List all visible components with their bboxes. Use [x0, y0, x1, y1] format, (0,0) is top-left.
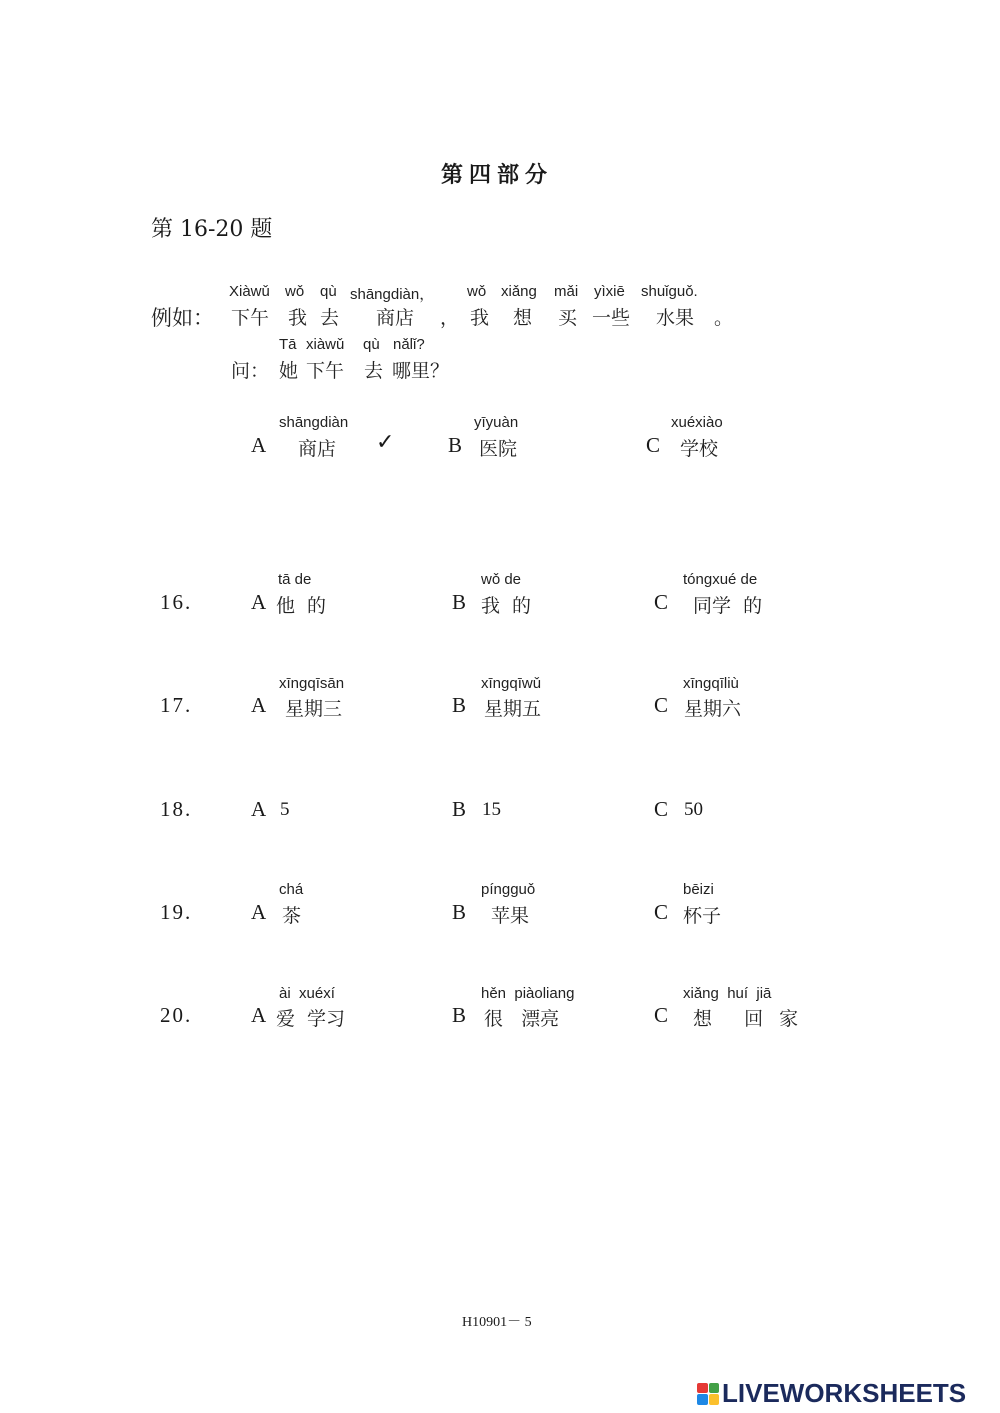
q18-option-c-text: 50	[684, 799, 703, 820]
q17-option-a-text: 星期三	[285, 698, 343, 720]
page-code: H10901－ 5	[462, 1315, 532, 1330]
q20-option-a-pinyin: ài xuéxí	[279, 985, 335, 1002]
example-word-8: 买	[558, 307, 578, 329]
example-pinyin-6: wǒ	[467, 283, 487, 300]
q16-option-b-pinyin: wǒ de	[481, 571, 522, 588]
q16-option-c-letter[interactable]: C	[654, 590, 669, 614]
q17-option-c-pinyin: xīngqīliù	[683, 675, 739, 692]
example-word-6: 我	[470, 307, 490, 329]
q17-option-b-text: 星期五	[484, 698, 542, 720]
example-word-1: 下午	[231, 307, 270, 329]
q18-option-b-letter[interactable]: B	[452, 797, 467, 821]
q19-option-a-pinyin: chá	[279, 881, 304, 898]
q18-option-c-letter[interactable]: C	[654, 797, 669, 821]
logo-mark-icon	[697, 1383, 719, 1405]
q19-option-c-pinyin: bēizi	[683, 881, 714, 898]
q17-option-b-pinyin: xīngqīwǔ	[481, 675, 542, 692]
check-mark-icon: ✓	[376, 430, 395, 455]
q20-option-a-text: 爱 学习	[276, 1008, 346, 1030]
example-word-11: 。	[714, 307, 734, 329]
example-word-5: ，	[440, 307, 460, 329]
liveworksheets-logo[interactable]	[697, 1378, 966, 1409]
question-pinyin-2: xiàwǔ	[306, 336, 345, 353]
q17-option-c-text: 星期六	[684, 698, 742, 720]
q16-option-b-letter[interactable]: B	[452, 590, 467, 614]
q16-option-b-text: 我 的	[481, 595, 532, 617]
example-word-4: 商店	[376, 307, 415, 329]
example-option-a-text: 商店	[298, 438, 337, 460]
question-number-16: 16.	[160, 590, 193, 614]
q17-option-b-letter[interactable]: B	[452, 693, 467, 717]
example-option-c-pinyin: xuéxiào	[671, 414, 723, 431]
question-label: 问：	[231, 360, 270, 382]
q19-option-c-letter[interactable]: C	[654, 900, 669, 924]
q20-option-c-text: 想 回 家	[693, 1008, 799, 1030]
example-option-a-letter: A	[251, 433, 267, 457]
q18-option-b-text: 15	[482, 799, 501, 820]
example-pinyin-10: shuǐguǒ.	[641, 283, 698, 300]
question-number-20: 20.	[160, 1003, 193, 1027]
q20-option-c-pinyin: xiǎng huí jiā	[683, 985, 772, 1002]
page-title: 第四部分	[441, 162, 554, 188]
example-pinyin-4: shāngdiàn，	[350, 286, 435, 303]
example-word-7: 想	[513, 307, 533, 329]
question-word-2: 下午	[306, 360, 345, 382]
section-subtitle: 第 16-20 题	[151, 217, 273, 242]
q16-option-c-text: 同学 的	[693, 595, 763, 617]
q18-option-a-text: 5	[280, 799, 290, 820]
q19-option-c-text: 杯子	[683, 905, 722, 927]
q17-option-a-pinyin: xīngqīsān	[279, 675, 345, 692]
question-pinyin-4: nǎlǐ?	[393, 336, 425, 353]
question-word-4: 哪里？	[392, 360, 450, 382]
q16-option-a-text: 他 的	[276, 595, 327, 617]
q20-option-c-letter[interactable]: C	[654, 1003, 669, 1027]
question-pinyin-1: Tā	[279, 336, 297, 353]
q16-option-a-letter[interactable]: A	[251, 590, 267, 614]
q19-option-b-text: 苹果	[491, 905, 530, 927]
question-number-18: 18.	[160, 797, 193, 821]
example-option-b-text: 医院	[479, 438, 518, 460]
q19-option-b-letter[interactable]: B	[452, 900, 467, 924]
example-label: 例如：	[151, 306, 214, 330]
example-option-b-letter: B	[448, 433, 463, 457]
q19-option-a-letter[interactable]: A	[251, 900, 267, 924]
question-word-1: 她	[279, 360, 299, 382]
q19-option-b-pinyin: píngguǒ	[481, 881, 536, 898]
q16-option-c-pinyin: tóngxué de	[683, 571, 758, 588]
example-pinyin-3: qù	[320, 283, 337, 300]
example-pinyin-2: wǒ	[285, 283, 305, 300]
example-word-3: 去	[320, 307, 340, 329]
logo-text: LIVEWORKSHEETS	[722, 1378, 967, 1408]
q20-option-b-pinyin: hěn piàoliang	[481, 985, 575, 1002]
example-pinyin-9: yìxiē	[594, 283, 625, 300]
example-word-9: 一些	[592, 307, 631, 329]
q20-option-b-text: 很 漂亮	[484, 1008, 560, 1030]
question-number-17: 17.	[160, 693, 193, 717]
question-number-19: 19.	[160, 900, 193, 924]
question-pinyin-3: qù	[363, 336, 380, 353]
q20-option-a-letter[interactable]: A	[251, 1003, 267, 1027]
question-word-3: 去	[364, 360, 384, 382]
q20-option-b-letter[interactable]: B	[452, 1003, 467, 1027]
example-word-2: 我	[288, 307, 308, 329]
example-pinyin-1: Xiàwǔ	[229, 283, 270, 300]
example-option-a-pinyin: shāngdiàn	[279, 414, 349, 431]
example-option-c-letter: C	[646, 433, 661, 457]
example-option-b-pinyin: yīyuàn	[474, 414, 519, 431]
example-option-c-text: 学校	[680, 438, 719, 460]
example-pinyin-7: xiǎng	[501, 283, 537, 300]
q17-option-c-letter[interactable]: C	[654, 693, 669, 717]
example-pinyin-8: mǎi	[554, 283, 579, 300]
q17-option-a-letter[interactable]: A	[251, 693, 267, 717]
q16-option-a-pinyin: tā de	[278, 571, 312, 588]
q18-option-a-letter[interactable]: A	[251, 797, 267, 821]
q19-option-a-text: 茶	[282, 905, 302, 927]
example-word-10: 水果	[656, 307, 695, 329]
